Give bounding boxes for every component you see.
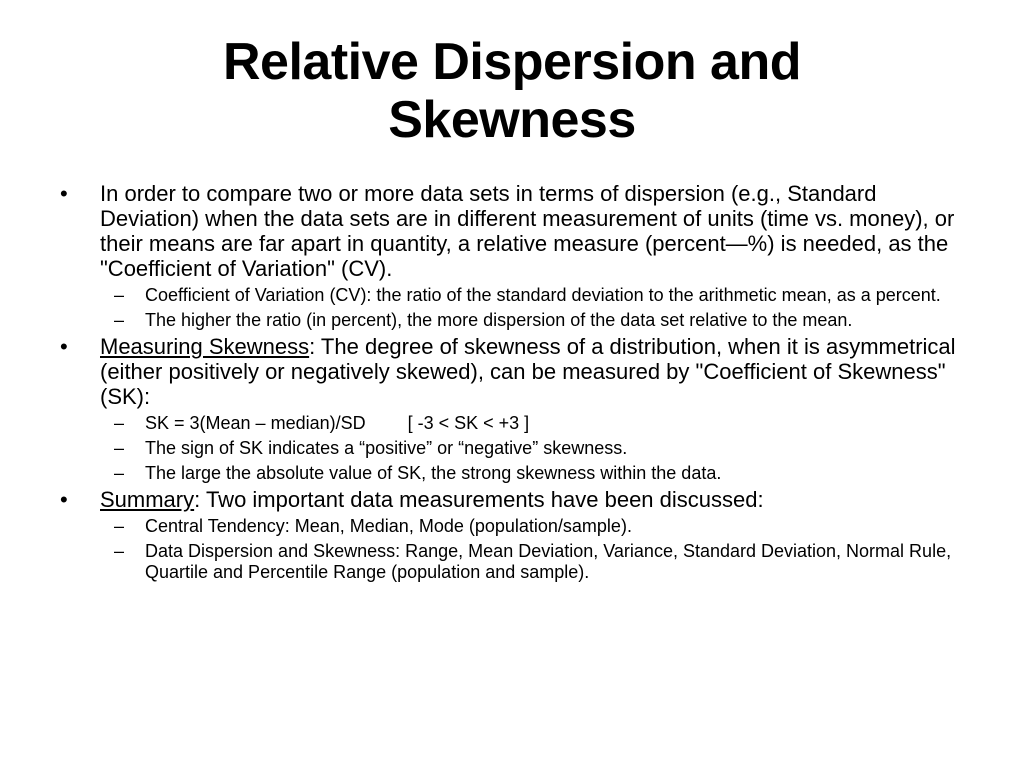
dash-marker: – (114, 310, 125, 330)
bullet-text: In order to compare two or more data sets in terms of dispersion (e.g., Standard Deviation) when the data sets are in different measurement of units (time vs. money), or their means are far apart in quantity, a relative measure (percent—%) is needed, as the "Coefficient of Variation" (CV). (100, 181, 955, 281)
slide-title (100, 33, 924, 149)
sub-bullet-text: The higher the ratio (in percent), the more dispersion of the data set relative to the mean. (145, 310, 853, 330)
bullet-marker: • (60, 487, 68, 512)
sub-bullet-list (100, 413, 960, 484)
bullet-text: : Two important data measurements have been discussed: (194, 487, 764, 512)
slide-title-line-1: Relative Dispersion and (222, 33, 802, 91)
dash-marker: – (114, 413, 125, 433)
bullet-summary (60, 487, 960, 583)
bullet-marker: • (60, 181, 68, 206)
bullet-list (60, 181, 960, 583)
sub-bullet-text: Data Dispersion and Skewness: Range, Mean Deviation, Variance, Standard Deviation, Normal Rule, Quartile and Percentile Range (population and sample). (145, 541, 952, 582)
sub-bullet (100, 438, 960, 459)
bullet-label: Measuring Skewness (100, 334, 310, 359)
skewness-formula: SK = 3(Mean – median)/SD (145, 413, 366, 433)
sub-bullet (100, 310, 960, 331)
sub-bullet-text: Coefficient of Variation (CV): the ratio of the standard deviation to the arithmetic mean, as a percent. (145, 285, 941, 305)
sub-bullet-list (100, 285, 960, 331)
sub-bullet-text: The sign of SK indicates a “positive” or “negative” skewness. (145, 438, 628, 458)
bullet-coefficient-of-variation (60, 181, 960, 331)
skewness-range: [ -3 < SK < +3 ] (407, 413, 530, 433)
sub-bullet (100, 541, 960, 583)
bullet-text: : The degree of skewness of a distribution, when it is asymmetrical (either positively or negatively skewed), can be measured by "Coefficient of Skewness" (SK): (100, 334, 956, 409)
slide-title-line-2: Skewness (388, 91, 636, 149)
dash-marker: – (114, 438, 125, 458)
sub-bullet-text: The large the absolute value of SK, the strong skewness within the data. (145, 463, 722, 483)
sub-bullet-formula (100, 413, 960, 434)
sub-bullet-list (100, 516, 960, 583)
bullet-marker: • (60, 334, 68, 359)
dash-marker: – (114, 541, 125, 561)
dash-marker: – (114, 516, 125, 536)
dash-marker: – (114, 463, 125, 483)
sub-bullet-text: Central Tendency: Mean, Median, Mode (population/sample). (145, 516, 632, 536)
sub-bullet (100, 516, 960, 537)
sub-bullet (100, 285, 960, 306)
dash-marker: – (114, 285, 125, 305)
bullet-measuring-skewness (60, 334, 960, 484)
sub-bullet (100, 463, 960, 484)
bullet-label: Summary (100, 487, 195, 512)
